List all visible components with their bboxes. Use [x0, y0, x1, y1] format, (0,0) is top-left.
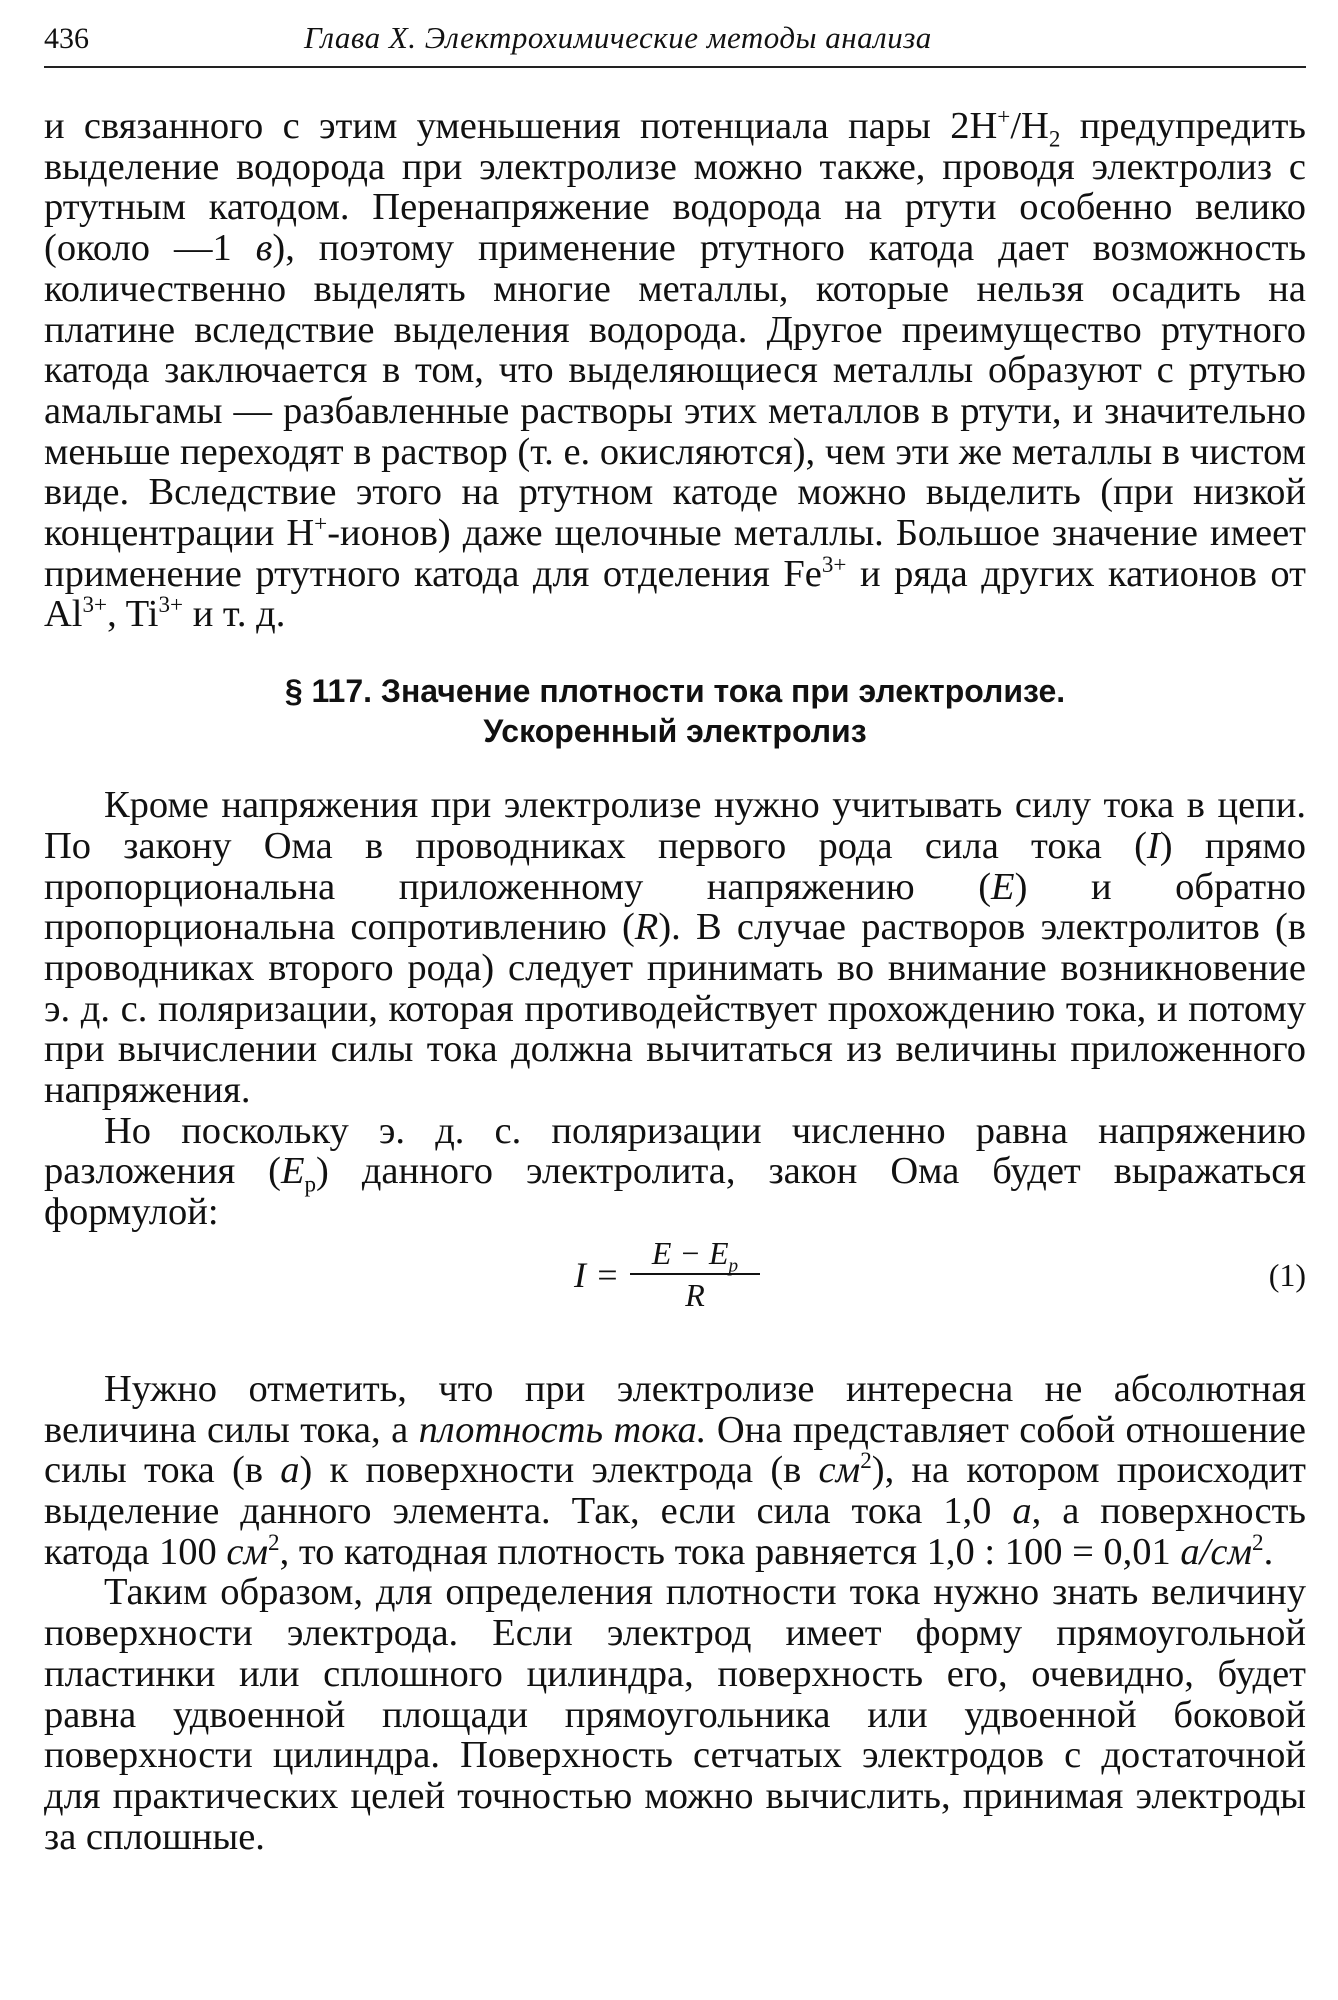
formula-denominator: R: [685, 1276, 705, 1313]
paragraph-3: Но поскольку э. д. с. поляризации численно равна напряжению разложения $(E_p)$ данного электролита, закон Ома будет выражаться формулой:: [44, 1109, 1306, 1234]
page-number: 436: [44, 22, 89, 55]
section-heading: [44, 671, 1306, 751]
page-body: [44, 103, 1307, 1858]
formula-fraction: [626, 1233, 764, 1315]
section-heading-line-2: Ускоренный электролиз: [483, 713, 867, 750]
formula-number: (1): [1268, 1256, 1306, 1293]
formula-numerator: $E - E_p$: [651, 1234, 739, 1277]
paragraph-1: и связанного с этим уменьшения потенциала пары $2H^+/H_2$ предупредить выделение водорода при электролизе можно также, проводя электролиз с ртутным катодом. Перенапряжение водорода на ртути особенно велико (около —1 в), поэтому применение ртутного катода дает возможность количественно выделять многие металлы, которые нельзя осадить на платине вследствие выделения водорода. Другое преимущество ртутного катода заключается в том, что выделяющиеся металлы образуют с ртутью амальгамы — разбавленные растворы этих металлов в ртути, и значительно меньше переходят в раствор (т. е. окисляются), чем эти же металлы в чистом виде. Вследствие этого на ртутном катоде можно выделить (при низкой концентрации H+-ионов) даже щелочные металлы. Большое значение имеет применение ртутного катода для отделения $Fe^{3+}$ и ряда других катионов от $Al^{3+}$, $Ti^{3+}$ и т. д.: [44, 103, 1306, 636]
paragraph-2: Кроме напряжения при электролизе нужно учитывать силу тока в цепи. По закону Ома в проводниках первого рода сила тока (I) прямо пропорциональна приложенному напряжению (E) и обратно пропорциональна сопротивлению (R). В случае растворов электролитов (в проводниках второго рода) следует принимать во внимание возникновение э. д. с. поляризации, которая противодействует прохождению тока, и потому при вычислении силы тока должна вычитаться из величины приложенного напряжения.: [44, 784, 1307, 1112]
formula-lhs: I =: [574, 1254, 620, 1295]
section-heading-line-1: § 117. Значение плотности тока при электролизе.: [284, 673, 1066, 710]
running-title: Глава X. Электрохимические методы анализа: [304, 20, 932, 55]
page-header: [44, 20, 1306, 68]
paragraph-5: Таким образом, для определения плотности тока нужно знать величину поверхности электрода. Если электрод имеет форму прямоугольной пластинки или сплошного цилиндра, поверхность его, очевидно, будет равна удвоенной площади прямоугольника или удвоенной боковой поверхности цилиндра. Поверхность сетчатых электродов с достаточной для практических целей точностью можно вычислить, принимая электроды за сплошные.: [44, 1571, 1306, 1858]
book-page: [44, 20, 1306, 1857]
formula-ohm-law: [44, 1235, 1306, 1335]
paragraph-4: Нужно отметить, что при электролизе интересна не абсолютная величина силы тока, а плотность тока. Она представляет собой отношение силы тока (в а) к поверхности электрода (в $см^2$), на котором происходит выделение данного элемента. Так, если сила тока 1,0 а, а поверхность катода 100 $см^2$, то катодная плотность тока равняется 1,0 : 100 = 0,01 $а/см^2$.: [44, 1367, 1306, 1573]
